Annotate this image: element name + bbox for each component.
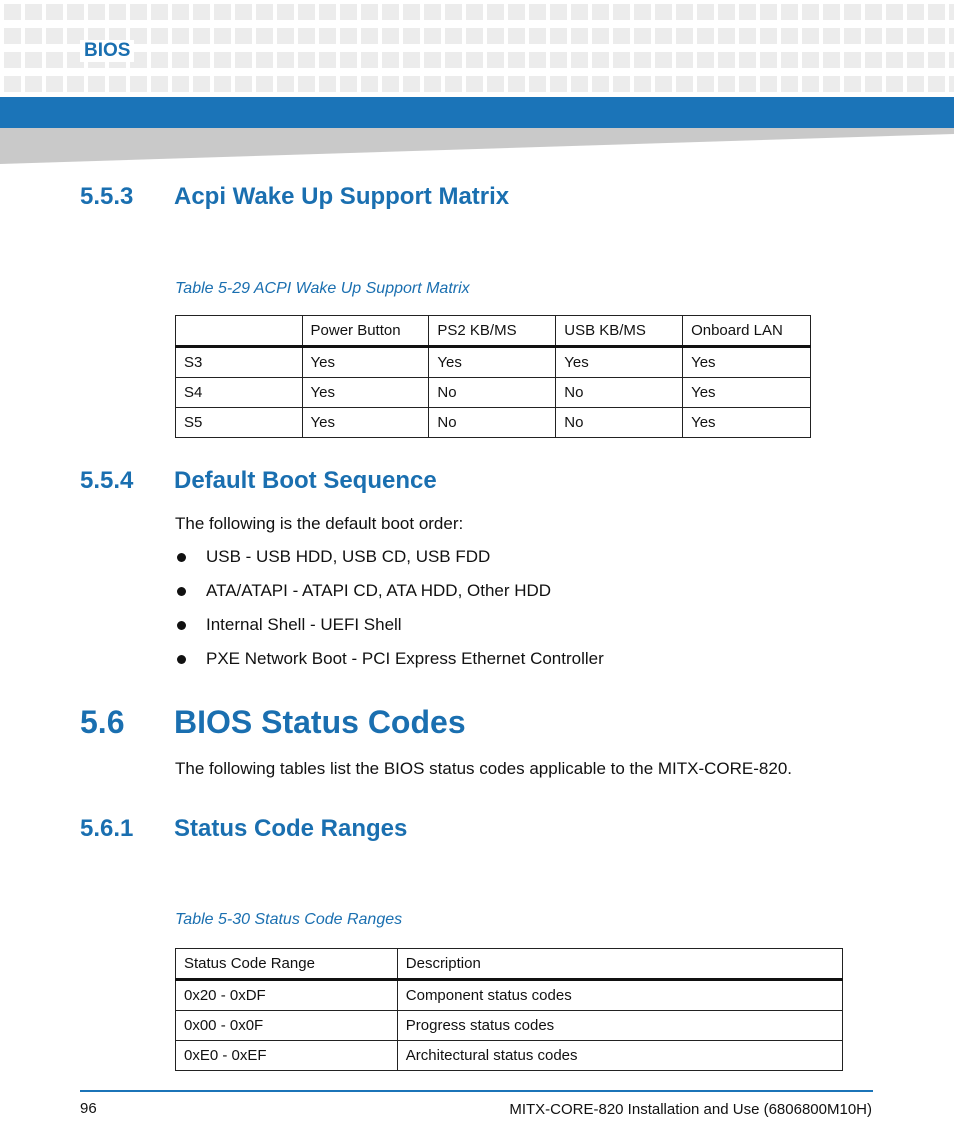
header-pattern-cell [382,4,399,20]
header-pattern-cell [739,4,756,20]
header-pattern-cell [634,28,651,44]
header-blue-bar [0,97,954,128]
header-pattern-cell [382,76,399,92]
header-pattern-cell [151,28,168,44]
page-number: 96 [80,1100,97,1117]
header-pattern-cell [760,28,777,44]
header-pattern-cell [193,28,210,44]
header-pattern-cell [4,52,21,68]
header-pattern-cell [340,76,357,92]
header-pattern-cell [886,76,903,92]
header-pattern-cell [844,52,861,68]
column-header: USB KB/MS [556,316,683,347]
header-pattern-cell [277,4,294,20]
header-pattern-cell [592,28,609,44]
header-pattern-cell [235,52,252,68]
header-pattern-cell [319,28,336,44]
header-pattern-cell [508,4,525,20]
header-pattern-cell [760,76,777,92]
column-header [176,316,303,347]
table-row [176,347,811,378]
header-pattern-cell [67,76,84,92]
header-pattern-cell [235,4,252,20]
table-row [176,378,811,408]
list-item-text: PXE Network Boot - PCI Express Ethernet Controller [206,649,604,668]
header-pattern-cell [424,76,441,92]
header-pattern-cell [781,76,798,92]
header-pattern-cell [676,4,693,20]
header-pattern-cell [214,52,231,68]
table-cell: No [556,378,683,408]
header-pattern-cell [109,76,126,92]
header-pattern-cell [949,28,954,44]
header-pattern-cell [571,28,588,44]
header-pattern-cell [697,52,714,68]
header-pattern-cell [928,76,945,92]
header-pattern-cell [424,4,441,20]
table-cell: 0x20 - 0xDF [176,980,398,1011]
header-pattern-cell [886,28,903,44]
table-caption: Table 5-30 Status Code Ranges [175,911,403,928]
header-pattern-cell [529,52,546,68]
header-pattern-cell [550,4,567,20]
document-title: MITX-CORE-820 Installation and Use (6806800M10H) [509,1101,872,1118]
header-pattern-cell [172,76,189,92]
header-pattern-cell [151,52,168,68]
header-pattern-cell [466,28,483,44]
header-pattern-cell [88,76,105,92]
header-pattern-cell [109,4,126,20]
header-pattern-cell [697,76,714,92]
section-title: Default Boot Sequence [174,467,437,494]
header-pattern-cell [508,76,525,92]
column-header: Status Code Range [176,949,398,980]
header-pattern-cell [67,4,84,20]
header-pattern-cell [193,76,210,92]
header-pattern-cell [886,52,903,68]
header-pattern-cell [571,76,588,92]
table-cell: Yes [683,378,811,408]
header-pattern-cell [445,76,462,92]
header-pattern-cell [613,52,630,68]
table-row [176,408,811,438]
header-pattern-cell [256,52,273,68]
header-pattern-cell [361,4,378,20]
section-number: 5.6 [80,704,125,740]
bullet-icon [177,587,186,596]
header-pattern-cell [487,28,504,44]
header-pattern-cell [886,4,903,20]
acpi-wake-table [175,315,811,438]
list-item-text: Internal Shell - UEFI Shell [206,615,402,634]
footer-rule [80,1090,873,1092]
header-pattern-cell [466,4,483,20]
column-header: Description [397,949,842,980]
column-header: PS2 KB/MS [429,316,556,347]
bullet-icon [177,553,186,562]
section-number: 5.5.3 [80,183,134,210]
header-pattern-cell [214,28,231,44]
header-pattern-cell [739,76,756,92]
header-gray-wedge [0,128,954,164]
header-pattern-cell [151,4,168,20]
table-header-row [176,316,811,347]
list-item [175,547,604,581]
header-pattern-cell [844,28,861,44]
header-pattern-cell [256,4,273,20]
header-pattern-cell [235,28,252,44]
header-pattern-cell [88,4,105,20]
header-pattern-cell [949,76,954,92]
header-pattern-cell [613,4,630,20]
header-pattern-cell [298,28,315,44]
bullet-icon [177,655,186,664]
header-pattern-cell [655,52,672,68]
header-pattern-cell [571,52,588,68]
header-pattern-cell [592,4,609,20]
header-pattern-cell [487,4,504,20]
header-pattern-cell [634,76,651,92]
table-cell: Component status codes [397,980,842,1011]
header-pattern-cell [130,4,147,20]
header-pattern-cell [739,52,756,68]
section-heading-5-6-1 [80,815,880,847]
status-codes-intro: The following tables list the BIOS status codes applicable to the MITX-CORE-820. [175,759,793,778]
header-pattern-cell [949,4,954,20]
list-item-text: USB - USB HDD, USB CD, USB FDD [206,547,491,566]
list-item [175,615,604,649]
header-pattern-cell [508,52,525,68]
header-pattern-cell [382,28,399,44]
header-pattern-cell [25,28,42,44]
table-cell: Yes [429,347,556,378]
table-row [176,1011,843,1041]
table-cell: No [429,378,556,408]
header-pattern-cell [613,28,630,44]
header-pattern-cell [340,4,357,20]
header-pattern-cell [781,52,798,68]
table-cell: Yes [556,347,683,378]
header-pattern-cell [676,28,693,44]
header-pattern-cell [172,28,189,44]
table-cell: No [429,408,556,438]
header-pattern-cell [256,28,273,44]
header-pattern-cell [697,28,714,44]
header-pattern-cell [571,4,588,20]
header-pattern-cell [823,76,840,92]
list-item [175,581,604,615]
header-pattern-cell [46,4,63,20]
header-pattern-cell [445,28,462,44]
table-cell: 0xE0 - 0xEF [176,1041,398,1071]
header-pattern-cell [277,52,294,68]
header-pattern-cell [907,28,924,44]
header-pattern-cell [802,28,819,44]
table-cell: Yes [302,378,429,408]
table-header-row [176,949,843,980]
header-pattern-cell [865,4,882,20]
header-pattern-cell [403,28,420,44]
header-pattern-cell [130,76,147,92]
header-pattern-cell [928,28,945,44]
header-pattern-cell [298,52,315,68]
table-cell: Yes [302,408,429,438]
header-pattern-cell [277,76,294,92]
table-row [176,980,843,1011]
table-cell: Yes [683,408,811,438]
header-pattern-cell [319,76,336,92]
header-pattern-cell [361,76,378,92]
header-pattern-cell [802,76,819,92]
header-pattern-cell [25,76,42,92]
header-pattern-cell [529,4,546,20]
header-pattern-cell [214,4,231,20]
header-pattern-cell [718,28,735,44]
header-pattern-cell [487,76,504,92]
header-pattern [0,0,954,97]
header-pattern-cell [277,28,294,44]
column-header: Power Button [302,316,429,347]
header-pattern-cell [151,76,168,92]
header-pattern-cell [928,52,945,68]
header-pattern-cell [739,28,756,44]
header-pattern-cell [487,52,504,68]
header-pattern-cell [655,28,672,44]
header-pattern-cell [781,28,798,44]
header-pattern-cell [802,52,819,68]
section-title: BIOS Status Codes [174,704,466,740]
boot-order-intro: The following is the default boot order: [175,514,464,533]
header-pattern-cell [46,52,63,68]
header-pattern-cell [25,52,42,68]
header-pattern-cell [424,28,441,44]
header-pattern-cell [172,52,189,68]
bullet-icon [177,621,186,630]
section-heading-5-5-3 [80,183,880,215]
table-caption: Table 5-29 ACPI Wake Up Support Matrix [175,280,470,297]
header-pattern-cell [46,76,63,92]
header-pattern-cell [865,76,882,92]
header-pattern-cell [865,52,882,68]
header-pattern-cell [25,4,42,20]
header-pattern-cell [550,52,567,68]
header-pattern-cell [403,4,420,20]
header-pattern-cell [298,4,315,20]
header-pattern-cell [592,76,609,92]
header-pattern-cell [529,76,546,92]
header-pattern-cell [634,52,651,68]
header-pattern-cell [4,28,21,44]
header-pattern-cell [235,76,252,92]
header-pattern-cell [466,52,483,68]
header-pattern-cell [844,4,861,20]
header-pattern-cell [445,4,462,20]
section-number: 5.5.4 [80,467,134,494]
header-pattern-cell [718,76,735,92]
header-pattern-cell [760,4,777,20]
header-pattern-cell [655,4,672,20]
header-pattern-cell [340,28,357,44]
header-pattern-cell [592,52,609,68]
header-pattern-cell [907,4,924,20]
header-pattern-cell [781,4,798,20]
header-pattern-cell [46,28,63,44]
header-pattern-cell [361,52,378,68]
header-pattern-cell [697,4,714,20]
header-pattern-cell [760,52,777,68]
header-pattern-cell [445,52,462,68]
header-pattern-cell [865,28,882,44]
header-pattern-cell [361,28,378,44]
header-pattern-cell [319,4,336,20]
header-pattern-cell [172,4,189,20]
header-pattern-cell [424,52,441,68]
header-pattern-cell [256,76,273,92]
section-heading-5-5-4 [80,467,880,499]
list-item [175,649,604,683]
header-pattern-cell [823,4,840,20]
table-cell: S3 [176,347,303,378]
table-cell: S4 [176,378,303,408]
header-pattern-cell [382,52,399,68]
header-pattern-cell [508,28,525,44]
section-heading-5-6 [80,704,880,746]
header-pattern-cell [550,76,567,92]
header-pattern-cell [907,76,924,92]
table-cell: Yes [683,347,811,378]
section-number: 5.6.1 [80,815,134,842]
header-pattern-cell [403,76,420,92]
header-pattern-cell [676,52,693,68]
table-cell: S5 [176,408,303,438]
header-pattern-cell [907,52,924,68]
status-code-ranges-table [175,948,843,1071]
header-pattern-cell [823,52,840,68]
list-item-text: ATA/ATAPI - ATAPI CD, ATA HDD, Other HDD [206,581,552,600]
header-pattern-cell [634,4,651,20]
header-pattern-cell [676,76,693,92]
header-pattern-cell [193,52,210,68]
section-title: Acpi Wake Up Support Matrix [174,183,510,210]
table-cell: Progress status codes [397,1011,842,1041]
section-title: Status Code Ranges [174,815,408,842]
header-pattern-cell [802,4,819,20]
header-pattern-cell [193,4,210,20]
header-pattern-cell [550,28,567,44]
header-pattern-cell [718,52,735,68]
header-pattern-cell [319,52,336,68]
column-header: Onboard LAN [683,316,811,347]
running-header-section: BIOS [80,40,134,62]
table-cell: No [556,408,683,438]
boot-order-list [175,547,604,683]
header-pattern-cell [844,76,861,92]
header-pattern-cell [4,76,21,92]
header-pattern-cell [214,76,231,92]
table-row [176,1041,843,1071]
header-pattern-cell [655,76,672,92]
header-pattern-cell [613,76,630,92]
header-pattern-cell [403,52,420,68]
table-cell: 0x00 - 0x0F [176,1011,398,1041]
header-pattern-cell [4,4,21,20]
table-cell: Architectural status codes [397,1041,842,1071]
table-cell: Yes [302,347,429,378]
header-pattern-cell [298,76,315,92]
header-pattern-cell [466,76,483,92]
header-pattern-cell [340,52,357,68]
header-pattern-cell [949,52,954,68]
header-pattern-cell [718,4,735,20]
header-pattern-cell [529,28,546,44]
header-pattern-cell [823,28,840,44]
header-pattern-cell [928,4,945,20]
